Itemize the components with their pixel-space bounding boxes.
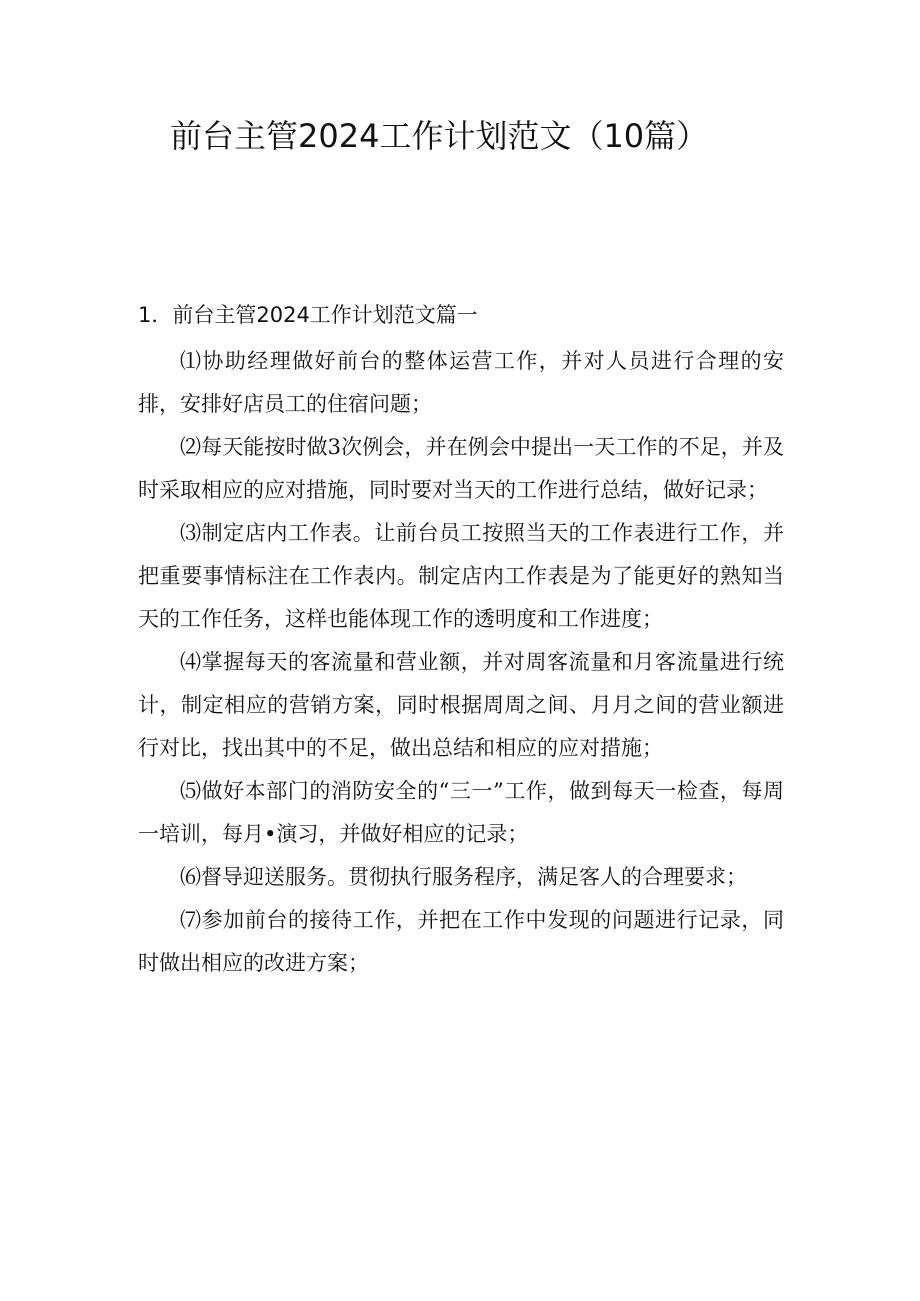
document-body bbox=[138, 340, 784, 985]
paragraph-5: ⑸做好本部门的消防安全的“三一”工作，做到每天一检查，每周一培训，每月•演习，并做好相应的记录； bbox=[138, 779, 784, 846]
section-heading: 1．前台主管2024工作计划范文篇一 bbox=[138, 303, 478, 327]
paragraph-1: ⑴协助经理做好前台的整体运营工作，并对人员进行合理的安排，安排好店员工的住宿问题； bbox=[138, 349, 784, 416]
paragraph-7: ⑺参加前台的接待工作，并把在工作中发现的问题进行记录，同时做出相应的改进方案； bbox=[138, 908, 784, 975]
document-title: 前台主管2024工作计划范文（10篇） bbox=[170, 117, 709, 155]
paragraph-3: ⑶制定店内工作表。让前台员工按照当天的工作表进行工作，并把重要事情标注在工作表内。制定店内工作表是为了能更好的熟知当天的工作任务，这样也能体现工作的透明度和工作进度； bbox=[138, 521, 784, 631]
paragraph-4: ⑷掌握每天的客流量和营业额，并对周客流量和月客流量进行统计，制定相应的营销方案，同时根据周周之间、月月之间的营业额进行对比，找出其中的不足，做出总结和相应的应对措施； bbox=[138, 650, 784, 760]
paragraph-2: ⑵每天能按时做3次例会，并在例会中提出一天工作的不足，并及时采取相应的应对措施，同时要对当天的工作进行总结，做好记录； bbox=[138, 435, 784, 502]
paragraph-6: ⑹督导迎送服务。贯彻执行服务程序，满足客人的合理要求； bbox=[180, 865, 747, 889]
